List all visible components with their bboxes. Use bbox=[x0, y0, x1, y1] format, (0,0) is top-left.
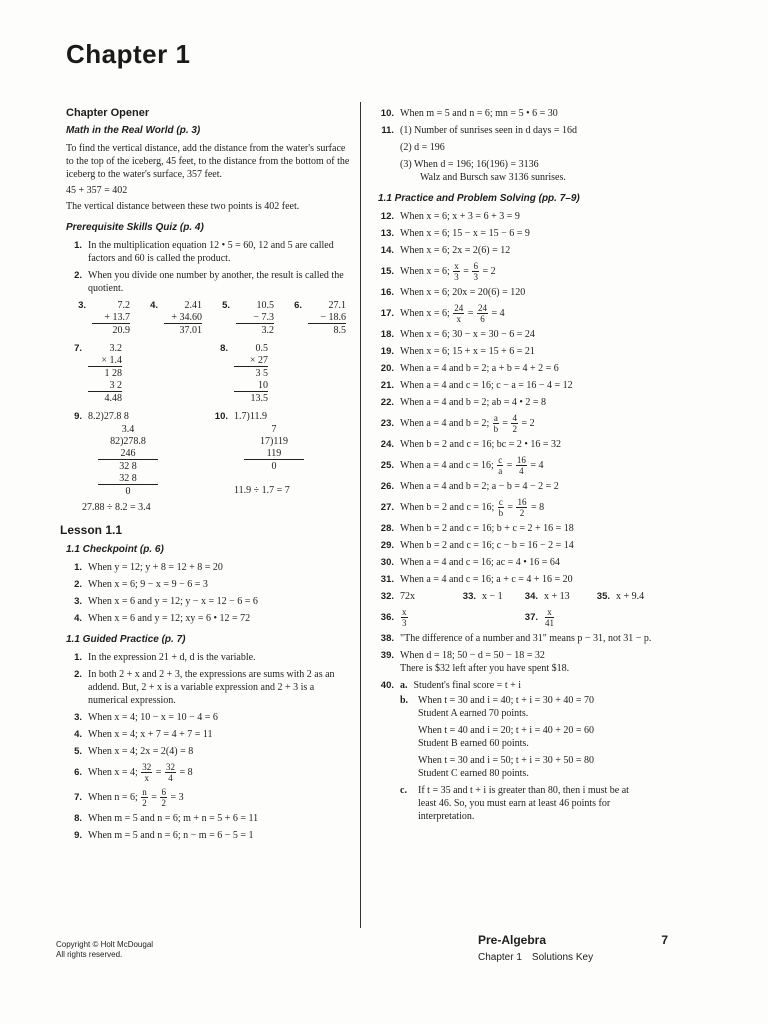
item-text: x + 13 bbox=[544, 591, 570, 602]
item-text: When b = 2 and c = 16; b + c = 2 + 16 = 18 bbox=[400, 523, 574, 534]
result: 8.5 bbox=[333, 325, 346, 336]
item-text: 72x bbox=[400, 591, 415, 602]
denominator: 6 bbox=[480, 314, 485, 324]
item-number: 10. bbox=[214, 411, 228, 422]
item-number: 7. bbox=[74, 792, 82, 803]
division-line: 7 bbox=[271, 424, 277, 435]
item-number: 18. bbox=[380, 329, 394, 340]
answer-cell bbox=[454, 590, 516, 603]
fraction bbox=[516, 497, 527, 518]
item-number: 5. bbox=[74, 746, 82, 757]
checkpoint-item bbox=[60, 612, 352, 625]
opener-conclusion: The vertical distance between these two points is 402 feet. bbox=[66, 201, 300, 212]
numerator: x bbox=[402, 607, 407, 617]
chapter-opener-heading: Chapter Opener bbox=[66, 107, 150, 119]
subtrahend: − 18.6 bbox=[308, 311, 346, 324]
practice-item: 23. When a = 4 and b = 2; $\frac{a}{b}$ = $\frac{4}{2}$ = 2 bbox=[372, 413, 662, 434]
denominator: 2 bbox=[142, 798, 147, 808]
item-text: When d = 18; 50 − d = 50 − 18 = 32 bbox=[400, 650, 545, 661]
mult-problem bbox=[206, 342, 352, 404]
numerator: x bbox=[545, 607, 554, 618]
denominator: 2 bbox=[512, 424, 517, 434]
item-number: 4. bbox=[74, 729, 82, 740]
guided-practice-heading: 1.1 Guided Practice (p. 7) bbox=[66, 634, 186, 645]
denominator: a bbox=[498, 466, 503, 476]
item-number: 20. bbox=[380, 363, 394, 374]
item-number: 8. bbox=[220, 343, 228, 354]
practice-item bbox=[372, 573, 662, 586]
item-number: 34. bbox=[524, 591, 538, 602]
numerator: 16 bbox=[517, 497, 527, 507]
division-problem bbox=[60, 410, 206, 497]
item-text: = 3 bbox=[170, 791, 184, 803]
item-text: When a = 4 and b = 2; a + b = 4 + 2 = 6 bbox=[400, 363, 559, 374]
practice-item: 25. When a = 4 and c = 16; $\frac{c}{a}$ = $\frac{16}{4}$ = 4 bbox=[372, 455, 662, 476]
practice-item bbox=[372, 362, 662, 375]
mult-line: 0.5 bbox=[255, 343, 268, 354]
item-text: Student B earned 60 points. bbox=[418, 738, 529, 749]
part-label: b. bbox=[400, 695, 409, 706]
answer-cell bbox=[516, 607, 555, 628]
item-text: When n = 6; bbox=[88, 791, 138, 803]
addend: + 13.7 bbox=[92, 311, 130, 324]
item-number: 39. bbox=[380, 650, 394, 661]
item-number: 19. bbox=[380, 346, 394, 357]
item-text: Walz and Bursch saw 3136 sunrises. bbox=[420, 172, 566, 183]
arith-problem bbox=[132, 299, 204, 336]
item-text: When x = 6; 15 + x = 15 + 6 = 21 bbox=[400, 346, 535, 357]
mult-line: × 1.4 bbox=[88, 354, 122, 367]
fraction bbox=[401, 607, 408, 628]
numerator: a bbox=[493, 413, 498, 423]
guided-item: 6. When x = 4; $\frac{32}{x}$ = $\frac{32}{4}$ = 8 bbox=[60, 762, 352, 783]
minuend: 27.1 bbox=[328, 300, 346, 311]
item-text: = 4 bbox=[530, 459, 544, 471]
item-text: When t = 30 and i = 50; t + i = 30 + 50 = 80 bbox=[418, 755, 595, 766]
item-text: When b = 2 and c = 16; bc = 2 • 16 = 32 bbox=[400, 439, 562, 450]
item-text: When x = 6; 20x = 20(6) = 120 bbox=[400, 287, 526, 298]
item-number: 21. bbox=[380, 380, 394, 391]
item-number: 1. bbox=[74, 652, 82, 663]
mult-line: 10 bbox=[234, 379, 268, 392]
item-text: x − 1 bbox=[482, 591, 503, 602]
fraction bbox=[497, 455, 503, 476]
result: 37.01 bbox=[179, 325, 202, 336]
answer-row bbox=[372, 607, 662, 628]
practice-item bbox=[372, 210, 662, 223]
item-text: = 2 bbox=[482, 265, 496, 277]
item-number: 38. bbox=[380, 633, 394, 644]
practice-item bbox=[372, 227, 662, 240]
item-text: (1) Number of sunrises seen in d days = 16d bbox=[400, 125, 577, 136]
division-line: 3.4 bbox=[121, 424, 135, 435]
part-label: c. bbox=[400, 785, 407, 796]
item-text: When x = 4; 2x = 2(4) = 8 bbox=[88, 746, 194, 757]
item-text: When x = 4; 10 − x = 10 − 4 = 6 bbox=[88, 712, 218, 723]
guided-item bbox=[60, 651, 352, 664]
fraction bbox=[545, 607, 554, 628]
item-number: 6. bbox=[294, 300, 302, 311]
denominator: b bbox=[493, 424, 499, 434]
item-number: 2. bbox=[74, 270, 82, 281]
item-number: 26. bbox=[380, 481, 394, 492]
fraction bbox=[141, 762, 152, 783]
item-text: There is $32 left after you have spent $18. bbox=[400, 663, 570, 674]
answer-cell bbox=[588, 590, 644, 603]
item-number: 33. bbox=[462, 591, 476, 602]
result: 3.2 bbox=[261, 325, 274, 336]
division-line: 119 bbox=[244, 447, 304, 460]
item-text: When x = 6; 2x = 2(6) = 12 bbox=[400, 245, 511, 256]
answer-cell bbox=[372, 607, 516, 628]
guided-item bbox=[60, 812, 352, 825]
mult-line: 1 28 bbox=[104, 368, 122, 379]
item-text: "The difference of a number and 31" means p − 31, not 31 − p. bbox=[400, 633, 652, 644]
fraction bbox=[511, 413, 518, 434]
item-number: 29. bbox=[380, 540, 394, 551]
division-line: 32 8 bbox=[98, 472, 158, 485]
item-number: 31. bbox=[380, 574, 394, 585]
item-number: 6. bbox=[74, 767, 82, 778]
part-item bbox=[400, 694, 662, 707]
answer-cell bbox=[516, 590, 588, 603]
right-column bbox=[372, 107, 662, 827]
item-text: When a = 4 and b = 2; ab = 4 • 2 = 8 bbox=[400, 397, 547, 408]
fraction bbox=[165, 762, 176, 783]
opener-equation: 45 + 357 = 402 bbox=[66, 185, 128, 196]
numerator: x bbox=[454, 261, 459, 271]
item-number: 10. bbox=[380, 108, 394, 119]
item-number: 13. bbox=[380, 228, 394, 239]
lesson-heading: Lesson 1.1 bbox=[60, 523, 123, 537]
numerator: 32 bbox=[142, 762, 152, 772]
fraction bbox=[472, 261, 479, 282]
item-number: 2. bbox=[74, 579, 82, 590]
practice-item bbox=[372, 379, 662, 392]
numerator: 24 bbox=[477, 303, 487, 313]
item-text: When a = 4 and c = 16; bbox=[400, 459, 494, 471]
mult-line: 3 2 bbox=[88, 379, 122, 392]
mult-line: 13.5 bbox=[250, 393, 268, 404]
item-number: 4. bbox=[74, 613, 82, 624]
item-text: When x = 6; 15 − x = 15 − 6 = 9 bbox=[400, 228, 530, 239]
item-number: 3. bbox=[74, 596, 82, 607]
practice-item bbox=[372, 649, 662, 662]
quiz-item bbox=[60, 239, 352, 265]
practice-item bbox=[372, 124, 662, 137]
item-text: When you divide one number by another, the result is called the quotient. bbox=[88, 270, 344, 294]
page-number: 7 bbox=[661, 933, 668, 947]
left-column bbox=[60, 107, 352, 846]
item-text: = 4 bbox=[491, 307, 505, 319]
item-number: 3. bbox=[78, 300, 86, 311]
item-text: When x = 6 and y = 12; xy = 6 • 12 = 72 bbox=[88, 613, 251, 624]
item-number: 17. bbox=[380, 308, 394, 319]
practice-item: 27. When b = 2 and c = 16; $\frac{c}{b}$ = $\frac{16}{2}$ = 8 bbox=[372, 497, 662, 518]
guided-item bbox=[60, 745, 352, 758]
item-text: Student C earned 80 points. bbox=[418, 768, 529, 779]
item-text: When t = 40 and i = 20; t + i = 40 + 20 = 60 bbox=[418, 725, 595, 736]
item-text: When x = 6; x + 3 = 6 + 3 = 9 bbox=[400, 211, 520, 222]
item-text: When a = 4 and b = 2; a − b = 4 − 2 = 2 bbox=[400, 481, 559, 492]
item-number: 15. bbox=[380, 266, 394, 277]
item-text: Student's final score = t + i bbox=[413, 680, 522, 691]
item-text: x + 9.4 bbox=[616, 591, 645, 602]
division-line: 82)278.8 bbox=[110, 436, 146, 447]
arith-problem bbox=[60, 299, 132, 336]
addend: 2.41 bbox=[184, 300, 202, 311]
item-number: 22. bbox=[380, 397, 394, 408]
item-text: When x = 4; bbox=[88, 766, 138, 778]
checkpoint-item bbox=[60, 561, 352, 574]
item-text: When b = 2 and c = 16; c − b = 16 − 2 = 14 bbox=[400, 540, 574, 551]
item-number: 7. bbox=[74, 343, 82, 354]
item-text: When x = 6; 9 − x = 9 − 6 = 3 bbox=[88, 579, 208, 590]
addend: 7.2 bbox=[117, 300, 130, 311]
guided-item: 7. When n = 6; $\frac{n}{2}$ = $\frac{6}{2}$ = 3 bbox=[60, 787, 352, 808]
denominator: 2 bbox=[519, 508, 525, 518]
rights-line: All rights reserved. bbox=[56, 950, 123, 959]
item-number: 27. bbox=[380, 502, 394, 513]
denominator: b bbox=[498, 508, 504, 518]
item-text: When a = 4 and c = 16; c − a = 16 − 4 = 12 bbox=[400, 380, 573, 391]
guided-item bbox=[60, 711, 352, 724]
item-text: When x = 6; bbox=[400, 265, 450, 277]
item-number: 14. bbox=[380, 245, 394, 256]
item-text: If t = 35 and t + i is greater than 80, then i must be at least 46. So, you must earn at least 46 points for interpretation. bbox=[418, 785, 629, 822]
numerator: 24 bbox=[454, 303, 464, 313]
item-number: 16. bbox=[380, 287, 394, 298]
item-text: When b = 2 and c = 16; bbox=[400, 501, 495, 513]
division-setup: 1.7)11.9 bbox=[234, 411, 267, 422]
checkpoint-heading: 1.1 Checkpoint (p. 6) bbox=[66, 544, 164, 555]
practice-item: 15. When x = 6; $\frac{x}{3}$ = $\frac{6}{3}$ = 2 bbox=[372, 261, 662, 282]
item-text: When t = 30 and i = 40; t + i = 30 + 40 = 70 bbox=[418, 695, 595, 706]
numerator: 16 bbox=[516, 455, 526, 465]
practice-item bbox=[372, 556, 662, 569]
item-number: 24. bbox=[380, 439, 394, 450]
item-text: When x = 6 and y = 12; y − x = 12 − 6 = 6 bbox=[88, 596, 258, 607]
numerator: 6 bbox=[161, 787, 166, 797]
item-number: 9. bbox=[74, 411, 82, 422]
item-number: 25. bbox=[380, 460, 394, 471]
item-text: When x = 4; x + 7 = 4 + 7 = 11 bbox=[88, 729, 213, 740]
numerator: 4 bbox=[512, 413, 517, 423]
item-text: = 2 bbox=[521, 417, 535, 429]
numerator: n bbox=[142, 787, 147, 797]
guided-item bbox=[60, 728, 352, 741]
item-text: When m = 5 and n = 6; n − m = 6 − 5 = 1 bbox=[88, 830, 254, 841]
item-text: When y = 12; y + 8 = 12 + 8 = 20 bbox=[88, 562, 223, 573]
division-setup: 8.2)27.8 8 bbox=[88, 411, 129, 422]
item-text: = 8 bbox=[179, 766, 193, 778]
item-number: 11. bbox=[381, 125, 394, 136]
arith-problem bbox=[276, 299, 348, 336]
item-number: 40. bbox=[380, 680, 394, 691]
item-number: 28. bbox=[380, 523, 394, 534]
item-number: 3. bbox=[74, 712, 82, 723]
item-number: 1. bbox=[74, 240, 82, 251]
division-line: 0 bbox=[125, 486, 131, 497]
guided-item bbox=[60, 668, 352, 707]
guided-item bbox=[60, 829, 352, 842]
item-number: 37. bbox=[524, 612, 538, 623]
copyright-footer bbox=[56, 940, 153, 960]
denominator: x bbox=[456, 314, 462, 324]
practice-item bbox=[372, 244, 662, 257]
minuend: 10.5 bbox=[256, 300, 274, 311]
chapter-title: Chapter 1 bbox=[66, 39, 191, 69]
practice-item: 17. When x = 6; $\frac{24}{x}$ = $\frac{24}{6}$ = 4 bbox=[372, 303, 662, 324]
arith-problem bbox=[204, 299, 276, 336]
chapter-label: Chapter 1 bbox=[478, 952, 522, 963]
item-number: 23. bbox=[380, 418, 394, 429]
denominator: 41 bbox=[545, 618, 554, 628]
item-text: When m = 5 and n = 6; m + n = 5 + 6 = 11 bbox=[88, 813, 259, 824]
practice-item bbox=[372, 107, 662, 120]
mult-line: 4.48 bbox=[104, 393, 122, 404]
item-text: (3) When d = 196; 16(196) = 3136 bbox=[400, 159, 539, 170]
division-row bbox=[60, 410, 352, 497]
item-number: 36. bbox=[380, 612, 394, 623]
denominator: x bbox=[144, 773, 150, 783]
practice-item bbox=[372, 480, 662, 493]
denominator: 4 bbox=[519, 466, 524, 476]
numerator: 6 bbox=[473, 261, 478, 271]
practice-item bbox=[372, 522, 662, 535]
denominator: 2 bbox=[161, 798, 166, 808]
item-number: 9. bbox=[74, 830, 82, 841]
fraction bbox=[160, 787, 167, 808]
fraction bbox=[493, 413, 499, 434]
subtrahend: − 7.3 bbox=[236, 311, 274, 324]
answer-cell bbox=[372, 590, 454, 603]
item-number: 4. bbox=[150, 300, 158, 311]
division-line: 246 bbox=[98, 447, 158, 460]
item-number: 1. bbox=[74, 562, 82, 573]
fraction bbox=[453, 303, 464, 324]
item-text: In the expression 21 + d, d is the variable. bbox=[88, 652, 256, 663]
checkpoint-item bbox=[60, 595, 352, 608]
item-text: = 8 bbox=[530, 501, 545, 513]
fraction bbox=[498, 497, 504, 518]
fraction bbox=[516, 455, 527, 476]
result: 20.9 bbox=[112, 325, 130, 336]
quiz-item bbox=[60, 269, 352, 295]
mult-line: × 27 bbox=[234, 354, 268, 367]
item-number: 8. bbox=[74, 813, 82, 824]
practice-item bbox=[372, 328, 662, 341]
book-title: Pre-Algebra bbox=[478, 933, 547, 947]
division-result: 27.88 ÷ 8.2 = 3.4 bbox=[82, 502, 151, 513]
item-text: In the multiplication equation 12 • 5 = 60, 12 and 5 are called factors and 60 is called the product. bbox=[88, 240, 334, 264]
practice-item bbox=[372, 345, 662, 358]
division-line: 0 bbox=[271, 461, 277, 472]
item-number: 2. bbox=[74, 669, 82, 680]
practice-heading: 1.1 Practice and Problem Solving (pp. 7–9) bbox=[378, 193, 580, 204]
addend: + 34.60 bbox=[164, 311, 202, 324]
copyright-line: Copyright © Holt McDougal bbox=[56, 940, 154, 949]
denominator: 4 bbox=[168, 773, 173, 783]
denominator: 3 bbox=[473, 272, 478, 282]
column-divider bbox=[360, 102, 361, 928]
division-line: 17)119 bbox=[260, 436, 288, 447]
mult-line: 3 5 bbox=[255, 368, 268, 379]
part-label: a. bbox=[400, 680, 408, 691]
numerator: 32 bbox=[165, 762, 175, 772]
multiplication-row bbox=[60, 342, 352, 404]
practice-item bbox=[372, 396, 662, 409]
practice-item bbox=[372, 632, 662, 645]
item-number: 30. bbox=[380, 557, 394, 568]
key-label: Solutions Key bbox=[531, 952, 594, 963]
item-text: When x = 6; 30 − x = 30 − 6 = 24 bbox=[400, 329, 535, 340]
quiz-heading: Prerequisite Skills Quiz (p. 4) bbox=[66, 222, 204, 233]
page-footer bbox=[478, 934, 668, 964]
mult-line: 3.2 bbox=[109, 343, 122, 354]
denominator: 3 bbox=[402, 618, 407, 628]
item-number: 12. bbox=[380, 211, 394, 222]
item-text: When m = 5 and n = 6; mn = 5 • 6 = 30 bbox=[400, 108, 558, 119]
real-world-heading: Math in the Real World (p. 3) bbox=[66, 125, 201, 136]
item-number: 5. bbox=[222, 300, 230, 311]
item-text: In both 2 + x and 2 + 3, the expressions are sums with 2 as an addend. But, 2 + x is a variable expression and 2 + 3 is a numerical expression. bbox=[88, 669, 335, 706]
division-line: 32 8 bbox=[119, 461, 137, 472]
practice-item bbox=[372, 438, 662, 451]
part-item bbox=[400, 784, 662, 823]
mult-problem bbox=[60, 342, 206, 404]
numerator: c bbox=[498, 497, 503, 507]
fraction bbox=[477, 303, 488, 324]
item-text: When a = 4 and c = 16; ac = 4 • 16 = 64 bbox=[400, 557, 560, 568]
division-problem bbox=[206, 410, 352, 497]
opener-paragraph: To find the vertical distance, add the distance from the water's surface to the top of the iceberg, 45 feet, to the distance from the bottom of the iceberg to the water's surface, 357 feet. bbox=[66, 143, 350, 180]
checkpoint-item bbox=[60, 578, 352, 591]
practice-item bbox=[372, 286, 662, 299]
item-text: When a = 4 and c = 16; a + c = 4 + 16 = 20 bbox=[400, 574, 573, 585]
item-text: (2) d = 196 bbox=[400, 142, 445, 153]
fraction bbox=[141, 787, 148, 808]
item-number: 35. bbox=[596, 591, 610, 602]
denominator: 3 bbox=[454, 272, 459, 282]
division-result: 11.9 ÷ 1.7 = 7 bbox=[234, 485, 290, 496]
item-text: Student A earned 70 points. bbox=[418, 708, 529, 719]
answer-row bbox=[372, 590, 662, 603]
practice-item bbox=[372, 679, 662, 692]
item-number: 32. bbox=[380, 591, 394, 602]
item-text: When x = 6; bbox=[400, 307, 450, 319]
practice-item bbox=[372, 539, 662, 552]
fraction bbox=[453, 261, 460, 282]
arithmetic-row bbox=[60, 299, 352, 336]
item-text: When a = 4 and b = 2; bbox=[400, 417, 490, 429]
numerator: c bbox=[498, 455, 503, 465]
